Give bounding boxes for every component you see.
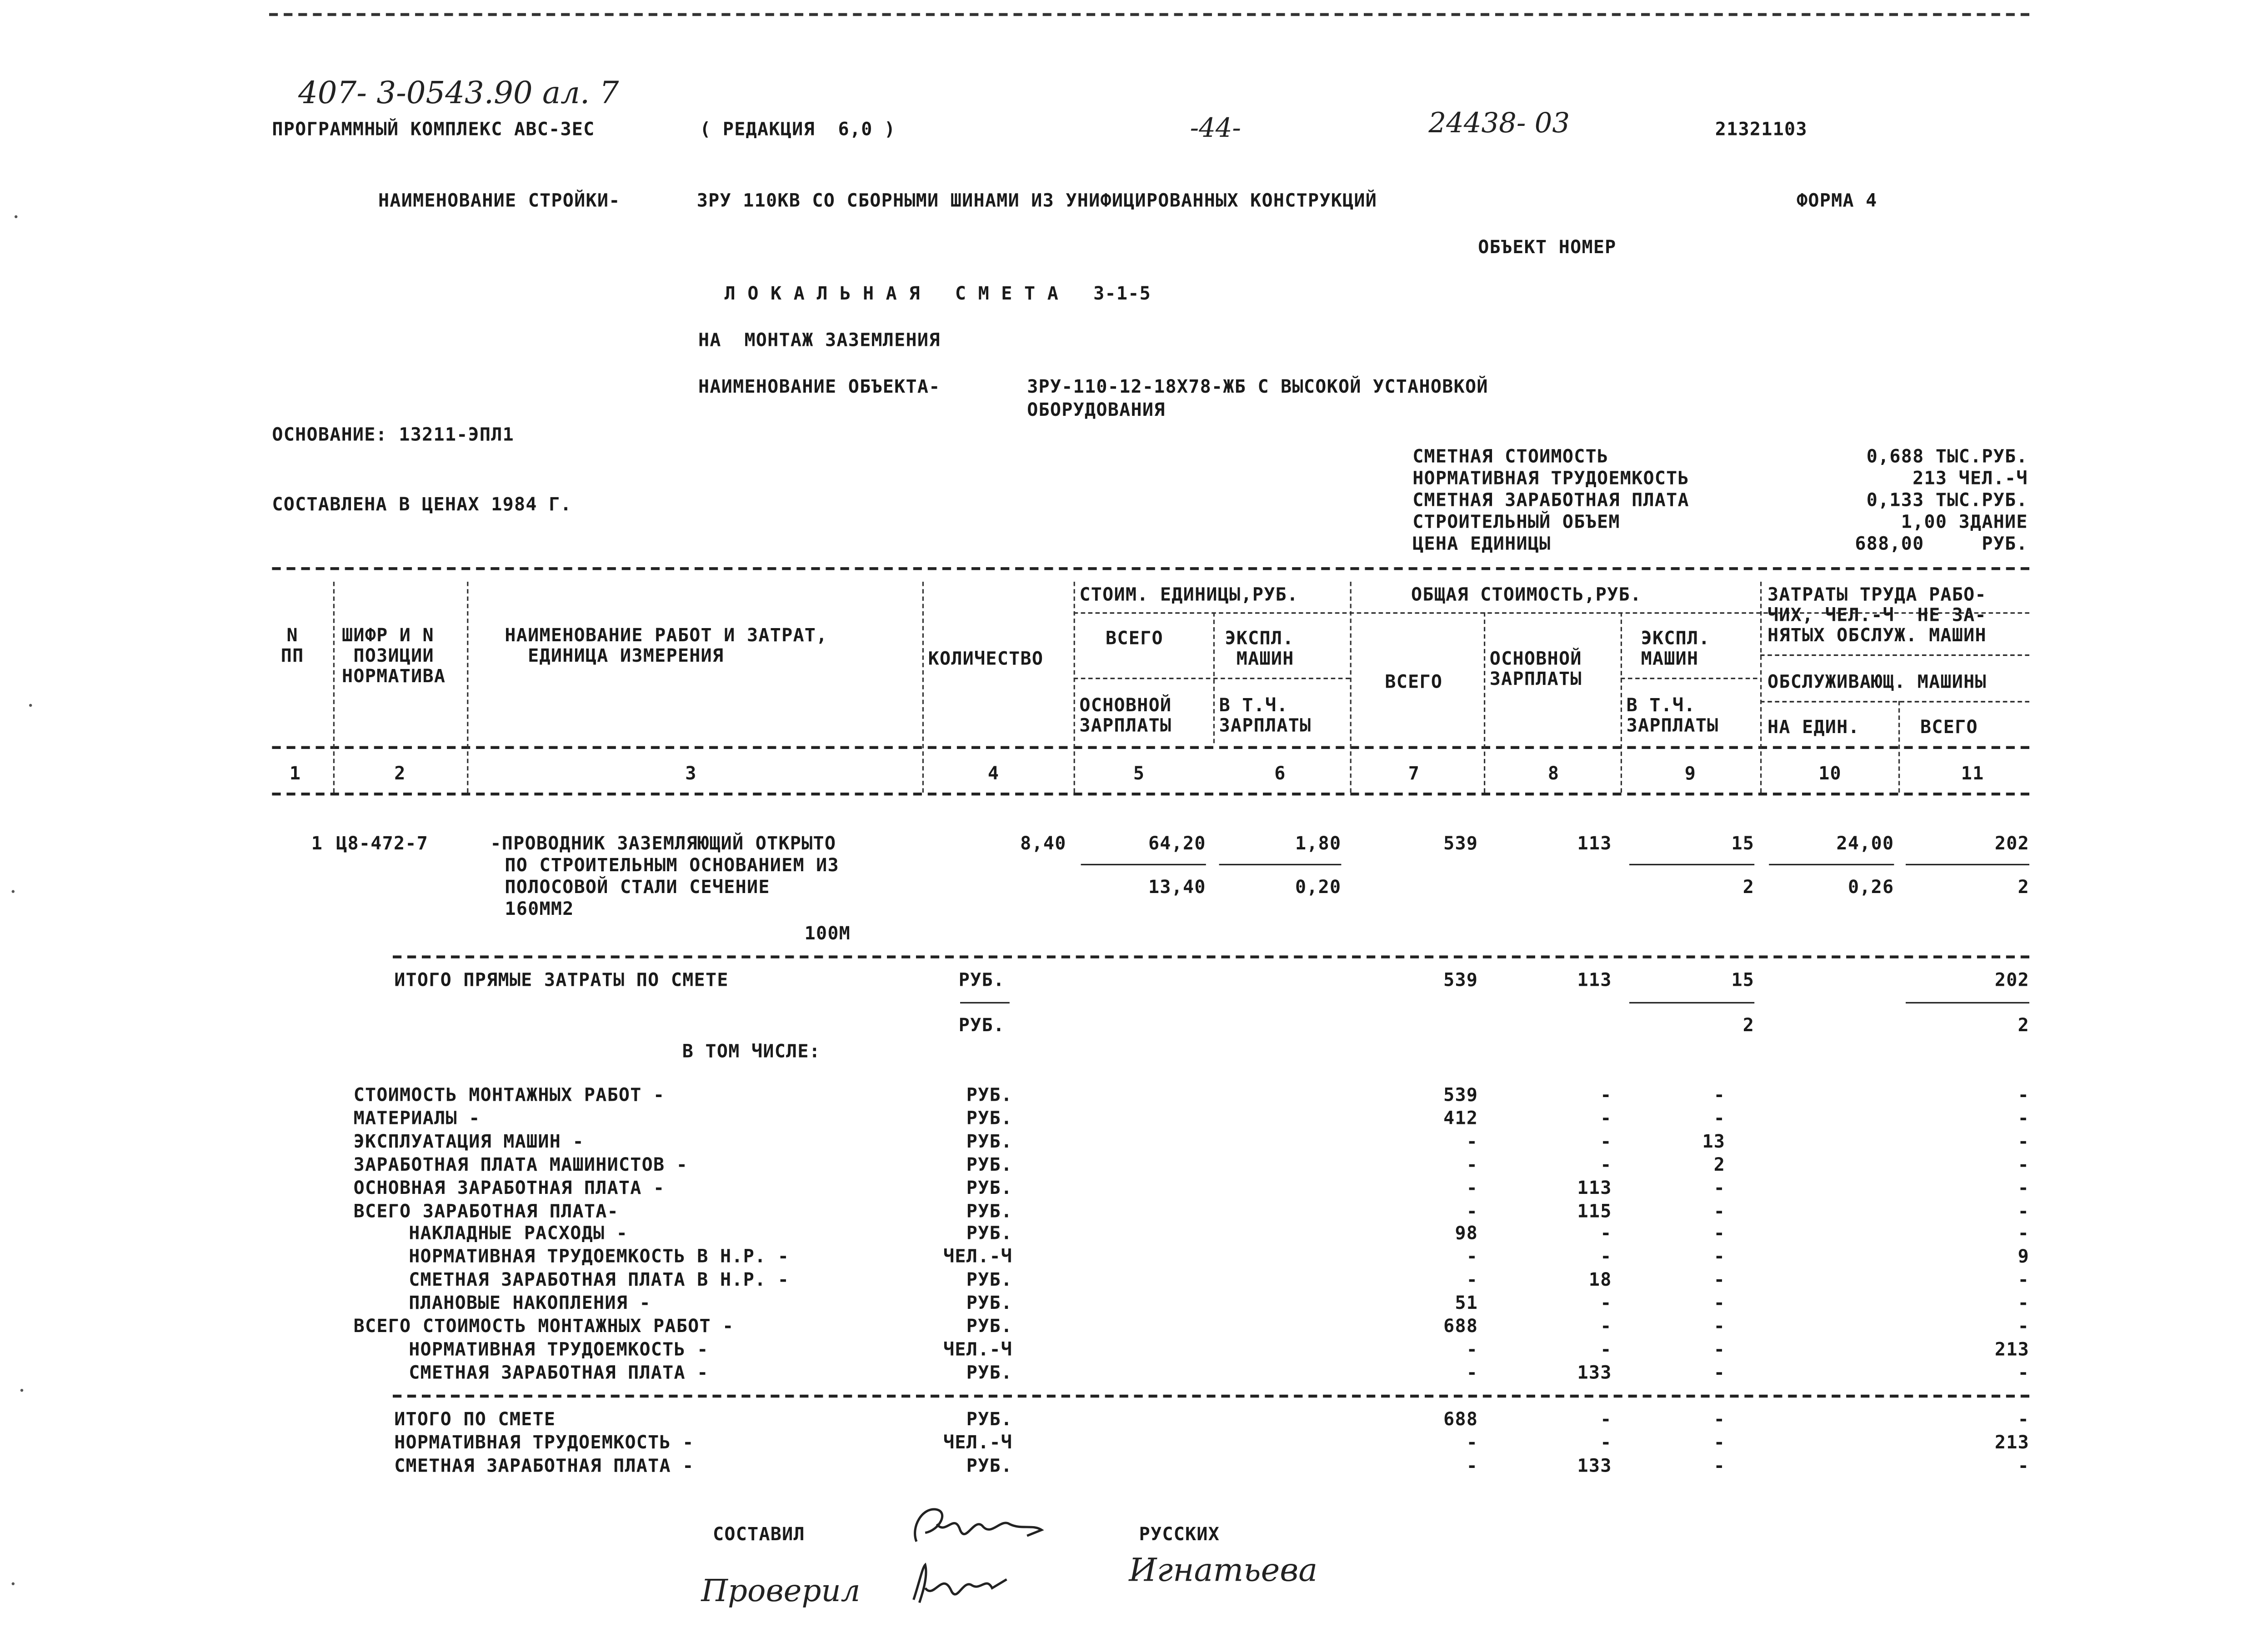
row-labor: - [2018, 1454, 2029, 1476]
composer-name: РУССКИХ [1139, 1522, 1220, 1545]
direct-machines: 15 [1731, 968, 1755, 991]
row-labor: 213 [1994, 1431, 2029, 1453]
row-unit: РУБ. [966, 1106, 1013, 1128]
row-machines: - [1713, 1407, 1726, 1430]
item-unit: 100М [804, 922, 851, 944]
header-col-4: КОЛИЧЕСТВО [928, 647, 1044, 669]
price-base: СОСТАВЛЕНА В ЦЕНАХ 1984 Г. [272, 493, 572, 515]
header-col-1: N ПП [280, 624, 304, 666]
item-machines: 15 [1731, 832, 1755, 854]
table-top-rule [272, 567, 2029, 570]
checker-signature [905, 1556, 1021, 1612]
item-quantity: 8,40 [1020, 832, 1066, 854]
header-col-6-top: ЭКСПЛ. МАШИН [1225, 627, 1294, 669]
row-labor: - [2018, 1083, 2029, 1105]
col-separator [1484, 612, 1485, 793]
row-total: - [1466, 1176, 1478, 1198]
direct-costs-label: ИТОГО ПРЯМЫЕ ЗАТРАТЫ ПО СМЕТЕ [394, 968, 729, 991]
row-label: ПЛАНОВЫЕ НАКОПЛЕНИЯ - [409, 1291, 651, 1313]
item-bottom-rule [393, 955, 2029, 958]
row-machines: - [1713, 1106, 1726, 1128]
row-base-wage: - [1600, 1129, 1612, 1152]
header-col-2: ШИФР И N ПОЗИЦИИ НОРМАТИВА [342, 624, 446, 687]
column-number: 7 [1408, 762, 1420, 784]
row-total: 688 [1443, 1314, 1478, 1337]
header-col-9-bottom: В Т.Ч. ЗАРПЛАТЫ [1626, 694, 1719, 736]
row-labor: - [2018, 1176, 2029, 1198]
item-sub-rule [1219, 864, 1342, 865]
row-label: НОРМАТИВНАЯ ТРУДОЕМКОСТЬ В Н.Р. - [409, 1245, 790, 1268]
col-separator [1621, 612, 1622, 793]
row-machines: 2 [1713, 1153, 1726, 1175]
row-unit: РУБ. [966, 1176, 1013, 1198]
summary-label: НОРМАТИВНАЯ ТРУДОЕМКОСТЬ [1412, 467, 1689, 489]
row-labor: - [2018, 1199, 2029, 1221]
row-total: 412 [1443, 1106, 1478, 1128]
summary-value: 0,688 ТЫС.РУБ. [1866, 445, 2028, 467]
row-total: - [1466, 1129, 1478, 1152]
row-unit: РУБ. [966, 1222, 1013, 1244]
row-machines: - [1713, 1338, 1726, 1360]
row-unit: РУБ. [966, 1361, 1013, 1383]
row-base-wage: 115 [1577, 1199, 1612, 1221]
column-number: 9 [1684, 762, 1697, 784]
header-col-8: ОСНОВНОЙ ЗАРПЛАТЫ [1489, 647, 1582, 689]
direct-machine-wage: 2 [1742, 1013, 1755, 1036]
row-unit: ЧЕЛ.-Ч [943, 1338, 1013, 1360]
header-col-3: НАИМЕНОВАНИЕ РАБОТ И ЗАТРАТ, ЕДИНИЦА ИЗМЕРЕНИЯ [505, 624, 828, 666]
item-labor-machine-unit: 0,26 [1847, 875, 1894, 898]
construction-label: НАИМЕНОВАНИЕ СТРОЙКИ- [378, 189, 621, 211]
item-name-line3: ПОЛОСОВОЙ СТАЛИ СЕЧЕНИЕ [505, 875, 770, 898]
row-unit: ЧЕЛ.-Ч [943, 1245, 1013, 1268]
direct-costs-unit: РУБ. [958, 968, 1005, 991]
row-total: - [1466, 1153, 1478, 1175]
header-col-6-bottom: В Т.Ч. ЗАРПЛАТЫ [1219, 694, 1312, 736]
row-unit: РУБ. [966, 1268, 1013, 1290]
row-labor: - [2018, 1361, 2029, 1383]
row-unit: РУБ. [966, 1314, 1013, 1337]
row-label: ВСЕГО ЗАРАБОТНАЯ ПЛАТА- [353, 1199, 619, 1221]
column-number: 2 [394, 762, 406, 784]
scan-speck [20, 1389, 23, 1392]
row-total: 688 [1443, 1407, 1478, 1430]
summary-value: 213 ЧЕЛ.-Ч [1913, 467, 2028, 489]
row-machines: - [1713, 1199, 1726, 1221]
row-machines: - [1713, 1454, 1726, 1476]
row-total: - [1466, 1338, 1478, 1360]
direct-sub-rule [960, 1002, 1010, 1003]
row-base-wage: - [1600, 1106, 1612, 1128]
column-number: 11 [1961, 762, 1984, 784]
summary-value: 688,00 РУБ. [1855, 532, 2028, 554]
estimate-title: Л О К А Л Ь Н А Я С М Е Т А 3-1-5 [724, 282, 1151, 304]
item-number: 1 [311, 832, 323, 854]
row-total: - [1466, 1431, 1478, 1453]
item-name-line1: -ПРОВОДНИК ЗАЗЕМЛЯЮЩИЙ ОТКРЫТО [490, 832, 836, 854]
col-separator [922, 582, 924, 793]
row-label: ВСЕГО СТОИМОСТЬ МОНТАЖНЫХ РАБОТ - [353, 1314, 734, 1337]
including-label: В ТОМ ЧИСЛЕ: [682, 1040, 821, 1062]
scan-speck [29, 704, 32, 707]
row-base-wage: - [1600, 1431, 1612, 1453]
row-total: - [1466, 1268, 1478, 1290]
row-labor: - [2018, 1291, 2029, 1313]
row-label: МАТЕРИАЛЫ - [353, 1106, 481, 1128]
totals-top-rule [393, 1395, 2029, 1397]
album-reference: 407- 3-0543.90 ал. 7 [298, 75, 619, 111]
row-label: СТОИМОСТЬ МОНТАЖНЫХ РАБОТ - [353, 1083, 665, 1105]
document-code: 24438- 03 [1428, 107, 1570, 140]
row-total: 51 [1455, 1291, 1478, 1313]
item-unit-machines: 1,80 [1295, 832, 1342, 854]
row-base-wage: - [1600, 1291, 1612, 1313]
row-base-wage: 113 [1577, 1176, 1612, 1198]
row-labor: - [2018, 1268, 2029, 1290]
row-total: - [1466, 1454, 1478, 1476]
row-unit: РУБ. [966, 1407, 1013, 1430]
row-label: ИТОГО ПО СМЕТЕ [394, 1407, 556, 1430]
row-labor: - [2018, 1129, 2029, 1152]
row-total: - [1466, 1245, 1478, 1268]
col-separator [1350, 582, 1352, 793]
column-number: 8 [1547, 762, 1560, 784]
col-separator [1074, 582, 1075, 793]
work-name: НА МОНТАЖ ЗАЗЕМЛЕНИЯ [698, 329, 941, 351]
page-number: -44- [1190, 113, 1241, 144]
document-number: 21321103 [1715, 118, 1807, 140]
direct-labor-machines: 2 [2018, 1013, 2029, 1036]
edition: ( РЕДАКЦИЯ 6,0 ) [700, 118, 896, 140]
scan-edge-line [269, 13, 2029, 16]
header-col-9-top: ЭКСПЛ. МАШИН [1641, 627, 1710, 669]
direct-sub-rule [1629, 1002, 1754, 1003]
row-labor: - [2018, 1407, 2029, 1430]
row-label: ОСНОВНАЯ ЗАРАБОТНАЯ ПЛАТА - [353, 1176, 665, 1198]
row-base-wage: - [1600, 1338, 1612, 1360]
row-machines: - [1713, 1245, 1726, 1268]
checker-name: Игнатьева [1129, 1553, 1318, 1590]
col-separator [1760, 582, 1762, 793]
direct-sub-rule [1906, 1002, 2029, 1003]
column-number: 4 [987, 762, 1000, 784]
item-unit-wage: 13,40 [1148, 875, 1206, 898]
row-label: СМЕТНАЯ ЗАРАБОТНАЯ ПЛАТА - [394, 1454, 694, 1476]
summary-label: СМЕТНАЯ СТОИМОСТЬ [1412, 445, 1609, 467]
row-labor: - [2018, 1222, 2029, 1244]
item-labor-total: 202 [1994, 832, 2029, 854]
item-unit-total: 64,20 [1148, 832, 1206, 854]
object-label: НАИМЕНОВАНИЕ ОБЪЕКТА- [698, 375, 941, 397]
col-separator [1898, 701, 1900, 793]
form-number: ФОРМА 4 [1797, 189, 1877, 211]
direct-labor: 202 [1994, 968, 2029, 991]
header-unit-cost: СТОИМ. ЕДИНИЦЫ,РУБ. [1079, 583, 1299, 605]
col-separator [333, 582, 335, 793]
col-separator [467, 582, 468, 793]
row-total: - [1466, 1361, 1478, 1383]
composer-signature [905, 1498, 1050, 1556]
column-number: 5 [1133, 762, 1145, 784]
direct-costs-unit-2: РУБ. [958, 1013, 1005, 1036]
direct-total: 539 [1443, 968, 1478, 991]
header-mid-rule-4 [1760, 654, 2029, 656]
row-label: НОРМАТИВНАЯ ТРУДОЕМКОСТЬ - [409, 1338, 709, 1360]
item-unit-machine-wage: 0,20 [1295, 875, 1342, 898]
summary-value: 0,133 ТЫС.РУБ. [1866, 489, 2028, 511]
row-label: НАКЛАДНЫЕ РАСХОДЫ - [409, 1222, 628, 1244]
item-sub-rule [1629, 864, 1754, 865]
item-base-wage: 113 [1577, 832, 1612, 854]
item-labor-machine-total: 2 [2018, 875, 2029, 898]
row-unit: РУБ. [966, 1153, 1013, 1175]
row-labor: 9 [2018, 1245, 2029, 1268]
row-machines: 13 [1702, 1129, 1726, 1152]
row-unit: РУБ. [966, 1199, 1013, 1221]
row-machines: - [1713, 1431, 1726, 1453]
item-sub-rule [1769, 864, 1894, 865]
row-machines: - [1713, 1176, 1726, 1198]
summary-label: СТРОИТЕЛЬНЫЙ ОБЪЕМ [1412, 510, 1620, 533]
row-label: СМЕТНАЯ ЗАРАБОТНАЯ ПЛАТА - [409, 1361, 709, 1383]
row-unit: ЧЕЛ.-Ч [943, 1431, 1013, 1453]
item-machine-wage: 2 [1742, 875, 1755, 898]
item-name-line4: 160ММ2 [505, 897, 574, 919]
column-number: 3 [685, 762, 697, 784]
column-number: 10 [1818, 762, 1842, 784]
row-total: 98 [1455, 1222, 1478, 1244]
row-total: 539 [1443, 1083, 1478, 1105]
row-unit: РУБ. [966, 1291, 1013, 1313]
row-unit: РУБ. [966, 1083, 1013, 1105]
header-col-11: ВСЕГО [1920, 715, 1978, 738]
object-number-label: ОБЪЕКТ НОМЕР [1478, 235, 1617, 258]
row-base-wage: - [1600, 1222, 1612, 1244]
row-base-wage: - [1600, 1083, 1612, 1105]
header-col-7: ВСЕГО [1385, 670, 1443, 693]
row-labor: - [2018, 1314, 2029, 1337]
col-separator [1213, 612, 1215, 743]
checked-label: Проверил [701, 1573, 861, 1609]
scan-speck [12, 890, 15, 893]
composed-label: СОСТАВИЛ [713, 1522, 805, 1545]
item-sub-rule [1906, 864, 2029, 865]
row-base-wage: 133 [1577, 1361, 1612, 1383]
row-label: СМЕТНАЯ ЗАРАБОТНАЯ ПЛАТА В Н.Р. - [409, 1268, 790, 1290]
header-col-10: НА ЕДИН. [1767, 715, 1860, 738]
header-labor: ЗАТРАТЫ ТРУДА РАБО- ЧИХ, ЧЕЛ.-Ч НЕ ЗА- НЯТЫХ ОБСЛУЖ. МАШИН [1767, 583, 1987, 646]
row-label: ЭКСПЛУАТАЦИЯ МАШИН - [353, 1129, 584, 1152]
header-mid-rule-3 [1621, 678, 1757, 679]
header-mid-rule-2 [1074, 678, 1350, 679]
item-name-line2: ПО СТРОИТЕЛЬНЫМ ОСНОВАНИЕМ ИЗ [505, 853, 839, 876]
summary-label: СМЕТНАЯ ЗАРАБОТНАЯ ПЛАТА [1412, 489, 1689, 511]
item-labor-unit: 24,00 [1836, 832, 1894, 854]
header-total-cost: ОБЩАЯ СТОИМОСТЬ,РУБ. [1411, 583, 1642, 605]
direct-base-wage: 113 [1577, 968, 1612, 991]
scan-speck [12, 1582, 15, 1585]
header-mid-rule-5 [1760, 701, 2029, 702]
row-machines: - [1713, 1268, 1726, 1290]
item-sub-rule [1081, 864, 1206, 865]
row-base-wage: - [1600, 1153, 1612, 1175]
row-label: НОРМАТИВНАЯ ТРУДОЕМКОСТЬ - [394, 1431, 694, 1453]
row-total: - [1466, 1199, 1478, 1221]
row-machines: - [1713, 1361, 1726, 1383]
row-machines: - [1713, 1222, 1726, 1244]
row-unit: РУБ. [966, 1454, 1013, 1476]
row-labor: - [2018, 1106, 2029, 1128]
item-total: 539 [1443, 832, 1478, 854]
header-bottom-rule [272, 746, 2029, 749]
object-name-line1: ЗРУ-110-12-18Х78-ЖБ С ВЫСОКОЙ УСТАНОВКОЙ [1027, 375, 1488, 397]
object-name-line2: ОБОРУДОВАНИЯ [1027, 398, 1166, 420]
row-base-wage: 133 [1577, 1454, 1612, 1476]
row-base-wage: - [1600, 1314, 1612, 1337]
row-machines: - [1713, 1083, 1726, 1105]
program-name: ПРОГРАММНЫЙ КОМПЛЕКС АВС-3ЕС [272, 118, 595, 140]
row-machines: - [1713, 1291, 1726, 1313]
row-unit: РУБ. [966, 1129, 1013, 1152]
row-base-wage: 18 [1588, 1268, 1612, 1290]
row-base-wage: - [1600, 1407, 1612, 1430]
item-code: Ц8-472-7 [336, 832, 429, 854]
row-labor: 213 [1994, 1338, 2029, 1360]
basis: ОСНОВАНИЕ: 13211-ЭПЛ1 [272, 423, 515, 445]
row-machines: - [1713, 1314, 1726, 1337]
row-labor: - [2018, 1153, 2029, 1175]
column-number-rule [272, 793, 2029, 795]
header-col-5-top: ВСЕГО [1106, 627, 1163, 649]
row-label: ЗАРАБОТНАЯ ПЛАТА МАШИНИСТОВ - [353, 1153, 688, 1175]
construction-name: ЗРУ 110КВ СО СБОРНЫМИ ШИНАМИ ИЗ УНИФИЦИРОВАННЫХ КОНСТРУКЦИЙ [696, 189, 1377, 211]
column-number: 6 [1274, 762, 1286, 784]
header-labor-machines: ОБСЛУЖИВАЮЩ. МАШИНЫ [1767, 670, 1987, 693]
header-col-5-bottom: ОСНОВНОЙ ЗАРПЛАТЫ [1079, 694, 1172, 736]
scan-speck [15, 215, 17, 218]
row-base-wage: - [1600, 1245, 1612, 1268]
column-number: 1 [289, 762, 301, 784]
summary-label: ЦЕНА ЕДИНИЦЫ [1412, 532, 1551, 554]
summary-value: 1,00 ЗДАНИЕ [1901, 510, 2028, 533]
